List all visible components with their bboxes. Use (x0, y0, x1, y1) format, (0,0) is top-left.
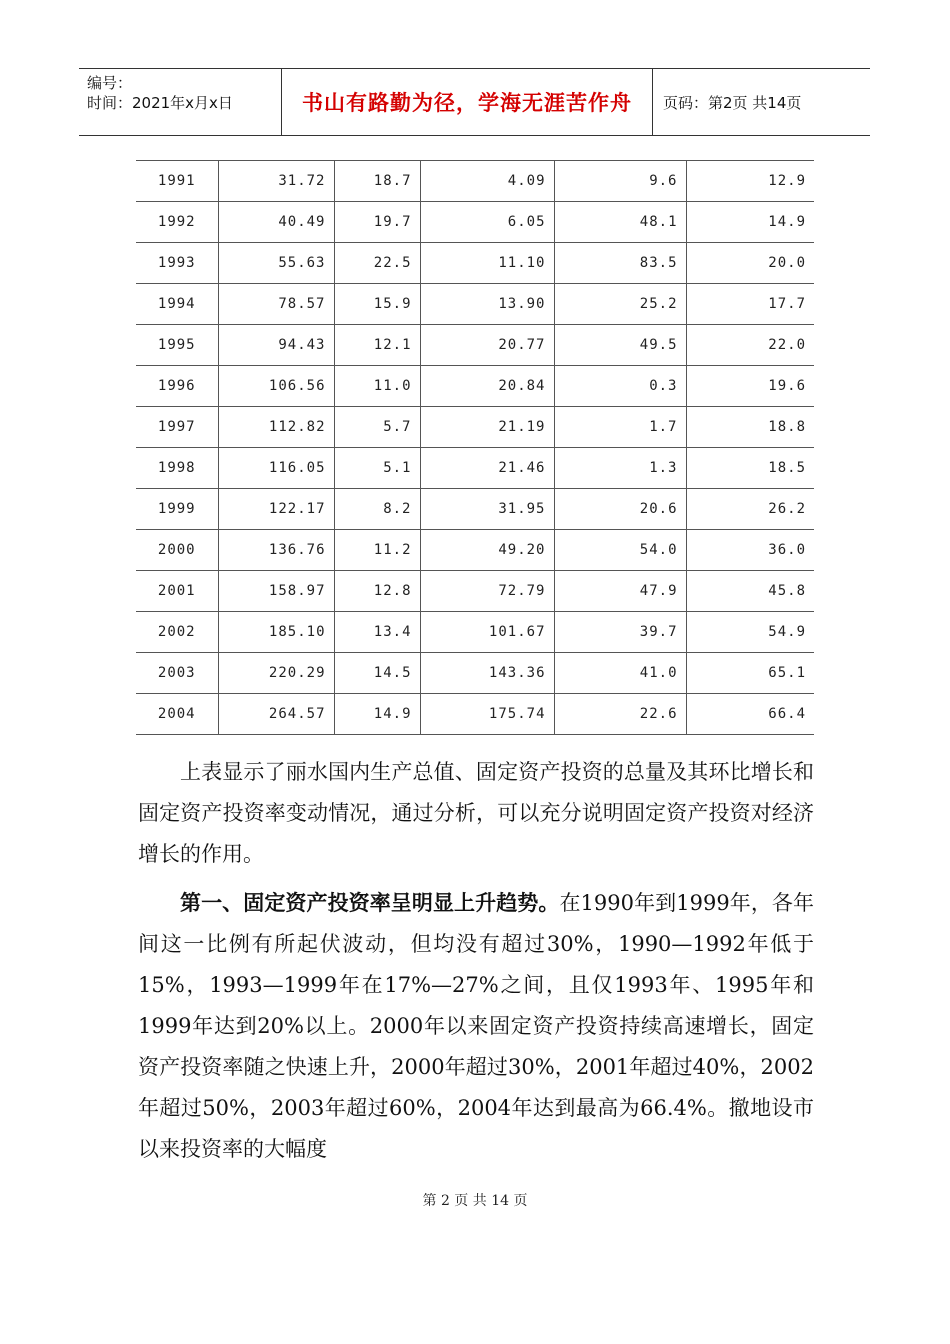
table-cell: 83.5 (554, 243, 686, 284)
statistics-table (136, 160, 814, 735)
table-cell: 22.0 (686, 325, 814, 366)
table-cell-year: 2003 (136, 653, 218, 694)
table-cell-year: 1997 (136, 407, 218, 448)
table-cell: 22.5 (334, 243, 420, 284)
table-row (136, 407, 814, 448)
paragraph-content: 在1990年到1999年，各年间这一比例有所起伏波动，但均没有超过30%，1990—1992年低于15%，1993—1999年在17%—27%之间，且仅1993年、1995年和1999年达到20%以上。2000年以来固定资产投资持续高速增长，固定资产投资率随之快速上升，2000年超过30%，2001年超过40%，2002年超过50%，2003年超过60%，2004年达到最高为66.4%。撤地设市以来投资率的大幅度 (138, 891, 815, 1161)
table-cell: 40.49 (218, 202, 334, 243)
table-cell: 12.8 (334, 571, 420, 612)
table-cell: 26.2 (686, 489, 814, 530)
table-cell: 54.9 (686, 612, 814, 653)
table-cell-year: 2004 (136, 694, 218, 735)
table-cell: 220.29 (218, 653, 334, 694)
table-cell: 15.9 (334, 284, 420, 325)
table-cell: 6.05 (420, 202, 554, 243)
table-cell-year: 1996 (136, 366, 218, 407)
table-cell: 54.0 (554, 530, 686, 571)
table-cell: 101.67 (420, 612, 554, 653)
table-cell-year: 1992 (136, 202, 218, 243)
table-cell: 185.10 (218, 612, 334, 653)
table-cell-year: 2001 (136, 571, 218, 612)
table-cell: 20.0 (686, 243, 814, 284)
table-cell: 136.76 (218, 530, 334, 571)
table-cell: 14.9 (334, 694, 420, 735)
table-cell: 31.72 (218, 161, 334, 202)
table-cell: 13.90 (420, 284, 554, 325)
statistics-table-body (136, 161, 814, 735)
table-cell: 17.7 (686, 284, 814, 325)
table-cell: 14.5 (334, 653, 420, 694)
table-cell: 55.63 (218, 243, 334, 284)
table-row (136, 653, 814, 694)
table-cell: 175.74 (420, 694, 554, 735)
table-row (136, 325, 814, 366)
table-row (136, 161, 814, 202)
table-cell: 264.57 (218, 694, 334, 735)
table-cell: 18.5 (686, 448, 814, 489)
table-cell: 13.4 (334, 612, 420, 653)
paragraph-first-point (138, 882, 814, 1170)
table-row (136, 530, 814, 571)
table-cell: 11.0 (334, 366, 420, 407)
table-cell: 116.05 (218, 448, 334, 489)
table-cell: 94.43 (218, 325, 334, 366)
table-cell-year: 1995 (136, 325, 218, 366)
table-row (136, 202, 814, 243)
table-cell: 158.97 (218, 571, 334, 612)
table-cell: 22.6 (554, 694, 686, 735)
table-cell: 19.6 (686, 366, 814, 407)
paragraph-intro: 上表显示了丽水国内生产总值、固定资产投资的总量及其环比增长和固定资产投资率变动情况，通过分析，可以充分说明固定资产投资对经济增长的作用。 (138, 760, 814, 866)
table-cell: 65.1 (686, 653, 814, 694)
table-cell: 78.57 (218, 284, 334, 325)
table-cell: 5.1 (334, 448, 420, 489)
table-cell: 20.6 (554, 489, 686, 530)
table-cell: 20.77 (420, 325, 554, 366)
page-footer: 第 2 页 共 14 页 (422, 1193, 528, 1209)
table-cell: 72.79 (420, 571, 554, 612)
table-cell: 11.10 (420, 243, 554, 284)
table-cell: 36.0 (686, 530, 814, 571)
table-cell: 41.0 (554, 653, 686, 694)
table-cell: 4.09 (420, 161, 554, 202)
header-page-info: 页码：第2页 共14页 (663, 93, 802, 112)
table-cell-year: 2002 (136, 612, 218, 653)
table-cell: 21.19 (420, 407, 554, 448)
table-cell: 122.17 (218, 489, 334, 530)
table-cell: 14.9 (686, 202, 814, 243)
table-cell-year: 1994 (136, 284, 218, 325)
document-number-label: 编号： (87, 74, 133, 92)
table-cell: 0.3 (554, 366, 686, 407)
table-cell: 21.46 (420, 448, 554, 489)
header-meta (79, 69, 282, 135)
table-cell: 1.7 (554, 407, 686, 448)
table-cell: 19.7 (334, 202, 420, 243)
table-cell: 9.6 (554, 161, 686, 202)
table-row (136, 448, 814, 489)
document-time-label: 时间：2021年x月x日 (87, 94, 233, 112)
table-cell: 49.5 (554, 325, 686, 366)
table-row (136, 243, 814, 284)
table-cell: 18.8 (686, 407, 814, 448)
table-cell: 143.36 (420, 653, 554, 694)
table-row (136, 489, 814, 530)
table-cell: 66.4 (686, 694, 814, 735)
table-cell: 47.9 (554, 571, 686, 612)
table-row (136, 694, 814, 735)
table-cell-year: 1993 (136, 243, 218, 284)
paragraph-heading: 第一、固定资产投资率呈明显上升趋势。 (180, 890, 560, 915)
table-cell: 39.7 (554, 612, 686, 653)
table-cell-year: 2000 (136, 530, 218, 571)
table-row (136, 366, 814, 407)
table-cell: 8.2 (334, 489, 420, 530)
table-cell: 112.82 (218, 407, 334, 448)
table-cell: 49.20 (420, 530, 554, 571)
table-row (136, 612, 814, 653)
table-cell: 1.3 (554, 448, 686, 489)
table-cell: 12.1 (334, 325, 420, 366)
table-cell-year: 1991 (136, 161, 218, 202)
header-motto: 书山有路勤为径，学海无涯苦作舟 (282, 69, 653, 135)
page-header (79, 68, 870, 136)
table-cell: 12.9 (686, 161, 814, 202)
table-cell: 20.84 (420, 366, 554, 407)
table-cell: 11.2 (334, 530, 420, 571)
table-row (136, 284, 814, 325)
table-cell: 48.1 (554, 202, 686, 243)
table-cell: 106.56 (218, 366, 334, 407)
table-cell: 18.7 (334, 161, 420, 202)
body-text (138, 752, 814, 1170)
table-cell: 5.7 (334, 407, 420, 448)
table-cell-year: 1998 (136, 448, 218, 489)
table-row (136, 571, 814, 612)
table-cell: 25.2 (554, 284, 686, 325)
table-cell: 45.8 (686, 571, 814, 612)
table-cell-year: 1999 (136, 489, 218, 530)
table-cell: 31.95 (420, 489, 554, 530)
